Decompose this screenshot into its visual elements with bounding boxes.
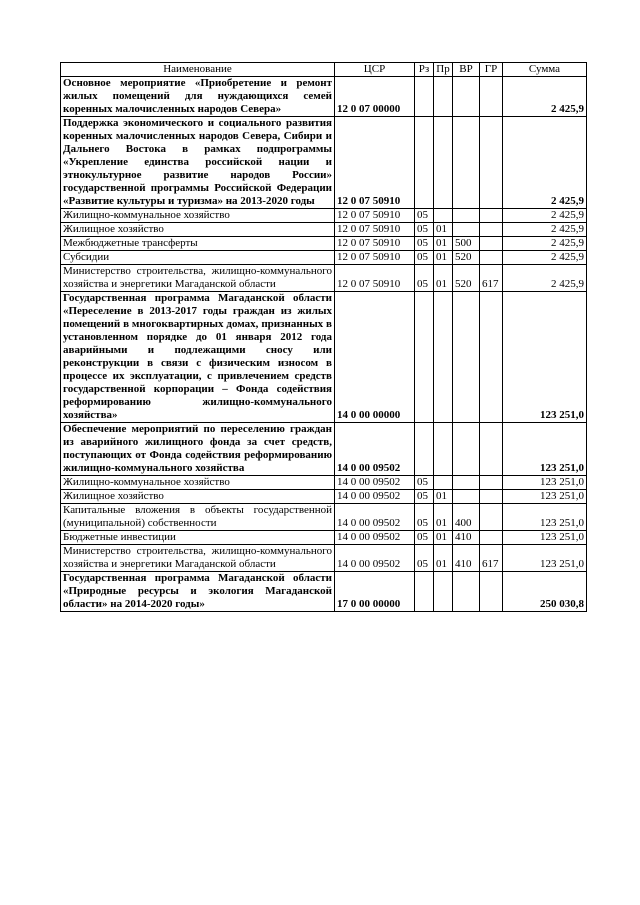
cell-pr: 01	[434, 531, 453, 545]
cell-rz: 05	[415, 209, 434, 223]
cell-gr	[480, 531, 503, 545]
cell-gr	[480, 117, 503, 209]
cell-sum: 2 425,9	[503, 77, 587, 117]
cell-name: Капитальные вложения в объекты государственной (муниципальной) собственности	[61, 504, 335, 531]
cell-sum: 123 251,0	[503, 504, 587, 531]
cell-gr: 617	[480, 545, 503, 572]
cell-gr	[480, 572, 503, 612]
cell-sum: 123 251,0	[503, 490, 587, 504]
cell-vr	[453, 476, 480, 490]
cell-name: Бюджетные инвестиции	[61, 531, 335, 545]
cell-pr: 01	[434, 251, 453, 265]
cell-name: Государственная программа Магаданской области «Природные ресурсы и экология Магаданской области» на 2014-2020 годы»	[61, 572, 335, 612]
cell-vr	[453, 77, 480, 117]
table-row	[61, 223, 587, 237]
table-row	[61, 490, 587, 504]
cell-rz: 05	[415, 223, 434, 237]
cell-sum: 2 425,9	[503, 237, 587, 251]
cell-pr	[434, 77, 453, 117]
cell-pr	[434, 423, 453, 476]
header-name: Наименование	[61, 63, 335, 77]
header-vr: ВР	[453, 63, 480, 77]
cell-gr	[480, 237, 503, 251]
cell-csr: 12 0 07 50910	[335, 117, 415, 209]
cell-rz	[415, 423, 434, 476]
cell-rz	[415, 572, 434, 612]
cell-pr: 01	[434, 237, 453, 251]
cell-vr	[453, 223, 480, 237]
cell-name: Поддержка экономического и социального развития коренных малочисленных народов Севера, Сибири и Дальнего Востока в рамках подпрограммы «Укрепление единства российской нации и этнокультурное развитие народов России» государственной программы Российской Федерации «Развитие культуры и туризма» на 2013-2020 годы	[61, 117, 335, 209]
table-row	[61, 476, 587, 490]
cell-gr	[480, 423, 503, 476]
table-row	[61, 572, 587, 612]
table-body	[61, 77, 587, 612]
cell-name: Субсидии	[61, 251, 335, 265]
cell-vr: 410	[453, 545, 480, 572]
cell-name: Жилищно-коммунальное хозяйство	[61, 209, 335, 223]
cell-csr: 14 0 00 00000	[335, 292, 415, 423]
cell-vr	[453, 209, 480, 223]
cell-csr: 12 0 07 50910	[335, 223, 415, 237]
cell-gr: 617	[480, 265, 503, 292]
cell-csr: 14 0 00 09502	[335, 531, 415, 545]
cell-rz: 05	[415, 545, 434, 572]
header-sum: Сумма	[503, 63, 587, 77]
cell-csr: 14 0 00 09502	[335, 504, 415, 531]
cell-vr	[453, 292, 480, 423]
cell-rz: 05	[415, 490, 434, 504]
cell-name: Министерство строительства, жилищно-коммунального хозяйства и энергетики Магаданской области	[61, 265, 335, 292]
cell-sum: 2 425,9	[503, 265, 587, 292]
header-pr: Пр	[434, 63, 453, 77]
cell-name: Государственная программа Магаданской области «Переселение в 2013-2017 годы граждан из жилых помещений в многоквартирных домах, признанных в установленном порядке до 01 января 2012 года аварийными и подлежащими сносу или реконструкции в связи с физическим износом в процессе их эксплуатации, с привлечением средств государственной корпорации – Фонда содействия реформированию жилищно-коммунального хозяйства»	[61, 292, 335, 423]
table-row	[61, 237, 587, 251]
cell-vr	[453, 117, 480, 209]
cell-sum: 123 251,0	[503, 292, 587, 423]
cell-name: Жилищное хозяйство	[61, 490, 335, 504]
budget-table	[60, 62, 587, 612]
cell-pr: 01	[434, 490, 453, 504]
cell-vr: 400	[453, 504, 480, 531]
header-csr: ЦСР	[335, 63, 415, 77]
table-row	[61, 504, 587, 531]
cell-name: Обеспечение мероприятий по переселению граждан из аварийного жилищного фонда за счет средств, поступающих от Фонда содействия реформированию жилищно-коммунального хозяйства	[61, 423, 335, 476]
cell-name: Жилищное хозяйство	[61, 223, 335, 237]
cell-gr	[480, 476, 503, 490]
cell-rz: 05	[415, 237, 434, 251]
header-gr: ГР	[480, 63, 503, 77]
cell-pr: 01	[434, 504, 453, 531]
cell-name: Основное мероприятие «Приобретение и ремонт жилых помещений для нуждающихся семей коренных малочисленных народов Севера»	[61, 77, 335, 117]
cell-gr	[480, 223, 503, 237]
cell-sum: 250 030,8	[503, 572, 587, 612]
cell-sum: 123 251,0	[503, 476, 587, 490]
cell-sum: 123 251,0	[503, 531, 587, 545]
cell-sum: 2 425,9	[503, 251, 587, 265]
cell-rz	[415, 292, 434, 423]
cell-gr	[480, 504, 503, 531]
table-row	[61, 209, 587, 223]
table-row	[61, 251, 587, 265]
cell-csr: 12 0 07 50910	[335, 237, 415, 251]
cell-pr: 01	[434, 545, 453, 572]
cell-pr	[434, 209, 453, 223]
cell-vr: 500	[453, 237, 480, 251]
cell-sum: 123 251,0	[503, 423, 587, 476]
cell-vr	[453, 572, 480, 612]
cell-csr: 12 0 07 00000	[335, 77, 415, 117]
table-row	[61, 117, 587, 209]
table-row	[61, 423, 587, 476]
cell-gr	[480, 77, 503, 117]
cell-rz	[415, 77, 434, 117]
table-row	[61, 77, 587, 117]
cell-vr: 520	[453, 251, 480, 265]
cell-sum: 2 425,9	[503, 223, 587, 237]
cell-rz: 05	[415, 504, 434, 531]
cell-rz: 05	[415, 531, 434, 545]
table-row	[61, 265, 587, 292]
table-row	[61, 292, 587, 423]
cell-csr: 14 0 00 09502	[335, 423, 415, 476]
table-header-row	[61, 63, 587, 77]
cell-vr	[453, 423, 480, 476]
cell-pr	[434, 572, 453, 612]
cell-pr	[434, 292, 453, 423]
cell-rz: 05	[415, 251, 434, 265]
cell-pr	[434, 476, 453, 490]
cell-csr: 17 0 00 00000	[335, 572, 415, 612]
cell-sum: 123 251,0	[503, 545, 587, 572]
cell-gr	[480, 209, 503, 223]
cell-csr: 14 0 00 09502	[335, 476, 415, 490]
cell-gr	[480, 251, 503, 265]
cell-sum: 2 425,9	[503, 117, 587, 209]
cell-vr	[453, 490, 480, 504]
cell-sum: 2 425,9	[503, 209, 587, 223]
cell-gr	[480, 490, 503, 504]
cell-name: Жилищно-коммунальное хозяйство	[61, 476, 335, 490]
cell-vr: 520	[453, 265, 480, 292]
cell-rz: 05	[415, 265, 434, 292]
table-row	[61, 531, 587, 545]
cell-pr	[434, 117, 453, 209]
cell-csr: 14 0 00 09502	[335, 490, 415, 504]
cell-csr: 12 0 07 50910	[335, 251, 415, 265]
cell-csr: 12 0 07 50910	[335, 265, 415, 292]
cell-csr: 14 0 00 09502	[335, 545, 415, 572]
header-rz: Рз	[415, 63, 434, 77]
cell-name: Министерство строительства, жилищно-коммунального хозяйства и энергетики Магаданской области	[61, 545, 335, 572]
cell-name: Межбюджетные трансферты	[61, 237, 335, 251]
cell-pr: 01	[434, 223, 453, 237]
cell-csr: 12 0 07 50910	[335, 209, 415, 223]
cell-rz: 05	[415, 476, 434, 490]
table-row	[61, 545, 587, 572]
cell-rz	[415, 117, 434, 209]
cell-pr: 01	[434, 265, 453, 292]
cell-gr	[480, 292, 503, 423]
cell-vr: 410	[453, 531, 480, 545]
